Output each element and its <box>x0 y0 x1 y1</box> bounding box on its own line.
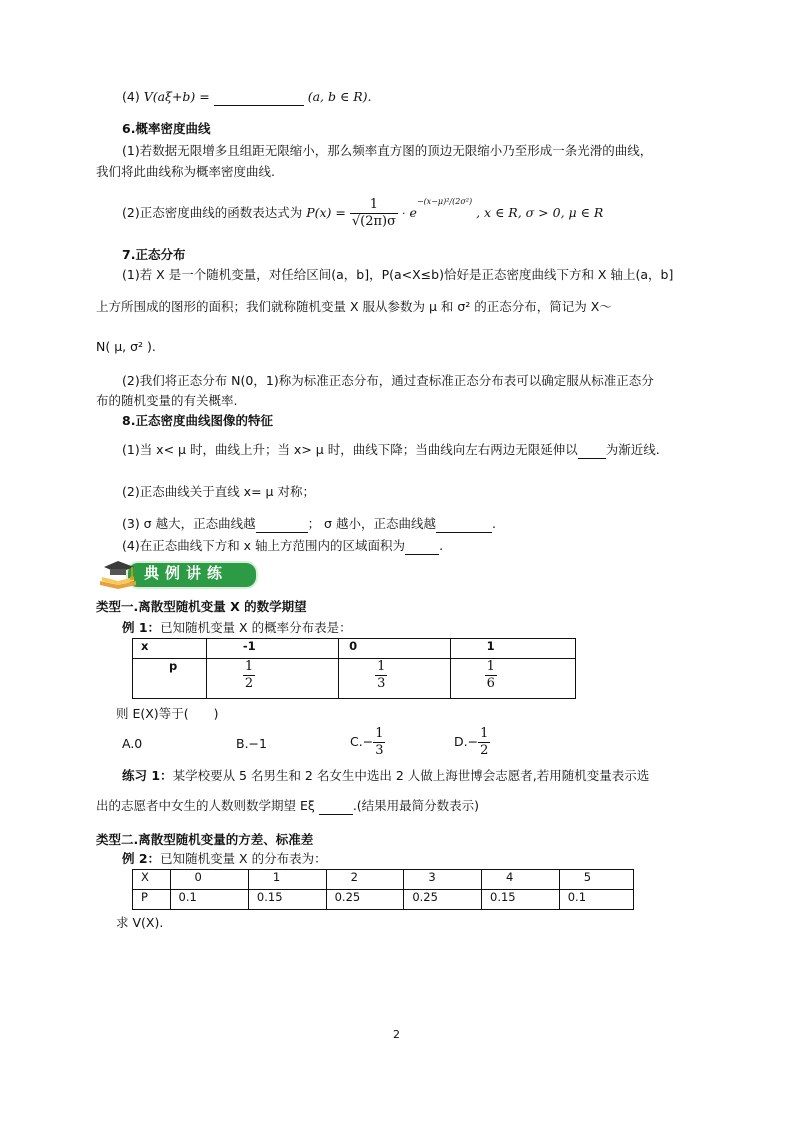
table-cell <box>339 659 450 699</box>
table-row <box>133 639 576 659</box>
banner-label: 典例讲练 <box>144 564 229 582</box>
fraction-denominator: 3 <box>375 743 384 758</box>
table-cell: 0.1 <box>559 890 633 910</box>
asymptote-blank <box>578 444 606 459</box>
section-8-p3-text-a: (3) σ 越大，正态曲线越 <box>122 516 256 531</box>
table-cell <box>450 659 575 699</box>
section-8-p3 <box>122 515 496 533</box>
section-8-p3-text-b: ； σ 越小，正态曲线越 <box>307 516 436 531</box>
section-7-p1-line3: N( μ, σ² ). <box>96 339 156 354</box>
fraction-cell <box>243 659 255 692</box>
table-cell: 0.15 <box>482 890 560 910</box>
section-8-p4 <box>122 537 443 555</box>
answer-blank <box>214 91 304 106</box>
option-c-prefix: C.− <box>350 734 374 749</box>
section-8-p4-tail: . <box>439 538 444 553</box>
variance-expression: V(aξ+b) = <box>143 89 210 104</box>
fraction-denominator: 6 <box>486 676 495 691</box>
section-8-p1-tail: 为渐近线. <box>605 442 660 457</box>
table-cell: 5 <box>559 870 633 890</box>
formula-fraction <box>350 197 398 230</box>
example-1-label: 例 1： <box>122 620 161 635</box>
sigma-large-blank <box>256 518 308 533</box>
formula-intro: (2)正态密度曲线的函数表达式为 <box>122 205 303 221</box>
option-d-prefix: D.− <box>454 734 479 749</box>
section-8-p2: (2)正态曲线关于直线 x= μ 对称； <box>122 484 315 499</box>
section-7-p2-line2: 布的随机变量的有关概率. <box>96 393 238 408</box>
exp-exponent: −(x−μ)²/(2σ²) <box>416 197 473 206</box>
table-cell: 0 <box>339 639 450 659</box>
option-c-fraction <box>373 726 385 759</box>
option-c <box>350 724 385 760</box>
fraction-numerator: 1 <box>377 659 386 674</box>
table-row <box>133 870 634 890</box>
question-1: 则 E(X)等于( ) <box>116 706 219 721</box>
table-cell: 1 <box>248 870 326 890</box>
option-a: A.0 <box>122 736 143 751</box>
fraction-denominator: 2 <box>244 676 254 691</box>
exercise-1-line1 <box>122 767 649 785</box>
table-cell: 0.25 <box>404 890 482 910</box>
section-6-p1-line2: 我们将此曲线称为概率密度曲线. <box>96 164 275 179</box>
item4-variance-line <box>122 88 371 106</box>
example-2-text: 已知随机变量 X 的分布表为： <box>160 851 327 866</box>
section-6-p1-line1: (1)若数据无限增多且组距无限缩小，那么频率直方图的顶边无限缩小乃至形成一条光滑的曲线， <box>122 143 653 158</box>
section-8-p1 <box>122 441 660 459</box>
table-row <box>133 659 576 699</box>
area-blank <box>405 540 439 555</box>
formula-lhs: P(x) = <box>306 205 346 221</box>
example-2-ask: 求 V(X). <box>116 915 164 930</box>
table-cell: x <box>133 639 207 659</box>
type1-title: 类型一.离散型随机变量 X 的数学期望 <box>96 599 307 614</box>
table-cell: -1 <box>206 639 338 659</box>
table-cell: 0 <box>170 870 248 890</box>
option-d-fraction <box>478 726 490 759</box>
table-cell: P <box>133 890 171 910</box>
table-cell: 0.1 <box>170 890 248 910</box>
page-number: 2 <box>393 1028 400 1041</box>
fraction-cell <box>375 659 387 692</box>
fraction-denominator: 2 <box>480 743 489 758</box>
fraction-numerator: 1 <box>244 659 254 674</box>
section-8-p4-text: (4)在正态曲线下方和 x 轴上方范围内的区域面积为 <box>122 538 406 553</box>
fraction-denominator: 3 <box>377 676 386 691</box>
table-cell: 3 <box>404 870 482 890</box>
option-d <box>454 724 490 760</box>
example-2-label: 例 2： <box>122 851 161 866</box>
section-8-p3-tail: . <box>491 516 496 531</box>
sigma-small-blank <box>436 518 492 533</box>
table-cell <box>206 659 338 699</box>
section-7-title: 7.正态分布 <box>122 247 186 262</box>
probability-table-2 <box>132 869 634 910</box>
fraction-numerator: 1 <box>486 659 495 674</box>
option-b: B.−1 <box>236 736 267 751</box>
probability-table-1 <box>132 638 576 699</box>
example-2 <box>122 850 327 868</box>
fraction-cell <box>485 659 497 692</box>
exercise-1-text: 某学校要从 5 名男生和 2 名女生中选出 2 人做上海世博会志愿者,若用随机变量表示选 <box>172 768 650 783</box>
exp-base: e <box>409 205 417 221</box>
formula-condition: , x ∈ R, σ > 0, μ ∈ R <box>476 205 604 221</box>
section-7-p2-line1: (2)我们将正态分布 N(0，1)称为标准正态分布，通过查标准正态分布表可以确定服从标准正态分 <box>122 373 654 388</box>
example-1 <box>122 619 352 637</box>
fraction-denominator: √(2π)σ <box>351 214 396 230</box>
graduation-cap-book-icon <box>96 555 142 589</box>
fraction-numerator: 1 <box>480 726 489 741</box>
table-cell: 2 <box>326 870 404 890</box>
section-6-title: 6.概率密度曲线 <box>122 121 211 136</box>
expectation-blank <box>319 800 353 815</box>
section-6-formula-line <box>122 192 603 232</box>
table-cell: 0.15 <box>248 890 326 910</box>
table-cell: 1 <box>450 639 575 659</box>
example-1-text: 已知随机变量 X 的概率分布表是： <box>160 620 352 635</box>
table-cell: 4 <box>482 870 560 890</box>
exercise-1-tail: .(结果用最简分数表示) <box>352 798 480 813</box>
table-cell: 0.25 <box>326 890 404 910</box>
section-8-p1-text: (1)当 x< μ 时，曲线上升；当 x> μ 时，曲线下降；当曲线向左右两边无限延伸以 <box>122 442 578 457</box>
table-cell: X <box>133 870 171 890</box>
exercise-1-label: 练习 1： <box>122 768 173 783</box>
fraction-numerator: 1 <box>375 726 384 741</box>
type2-title: 类型二.离散型随机变量的方差、标准差 <box>96 832 314 847</box>
table-row <box>133 890 634 910</box>
table-cell: p <box>133 659 207 699</box>
fraction-numerator: 1 <box>369 197 379 213</box>
section-8-title: 8.正态密度曲线图像的特征 <box>122 413 273 428</box>
variance-condition: (a, b ∈ R). <box>307 89 372 104</box>
section-7-p1-line1: (1)若 X 是一个随机变量，对任给区间(a，b]，P(a<X≤b)恰好是正态密度曲线下方和 X 轴上(a，b] <box>122 267 674 282</box>
item4-prefix: (4) <box>122 89 140 104</box>
examples-banner <box>96 557 258 589</box>
exercise-1-text2: 出的志愿者中女生的人数则数学期望 Eξ <box>96 798 315 813</box>
section-7-p1-line2: 上方所围成的图形的面积；我们就称随机变量 X 服从参数为 μ 和 σ² 的正态分布，简记为 X～ <box>96 299 612 314</box>
multiply-dot: · <box>401 207 406 221</box>
exercise-1-line2 <box>96 797 479 815</box>
